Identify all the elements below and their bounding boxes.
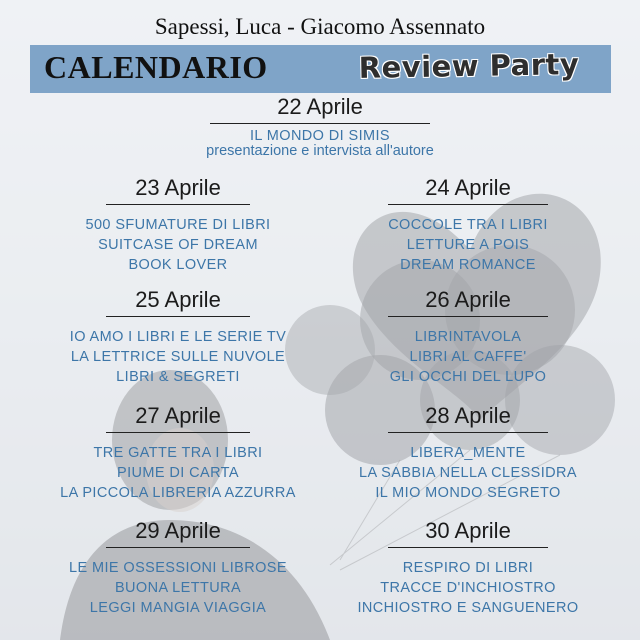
- blog-list: [322, 327, 614, 387]
- date-block-25: [28, 287, 328, 387]
- blog-list: [322, 443, 614, 503]
- blog-list: [322, 558, 614, 618]
- calendario-heading: CALENDARIO: [44, 49, 268, 85]
- date-heading: 26 Aprile: [388, 287, 548, 317]
- blog-entry: 500 SFUMATURE DI LIBRI: [85, 217, 271, 233]
- blog-entry: presentazione e intervista all'autore: [206, 143, 434, 159]
- date-heading: 23 Aprile: [106, 175, 250, 205]
- blog-list: [28, 215, 328, 275]
- date-block-24: [322, 175, 614, 275]
- blog-entry: LA SABBIA NELLA CLESSIDRA: [359, 465, 577, 481]
- blog-entry: INCHIOSTRO E SANGUENERO: [357, 600, 579, 616]
- blog-entry: GLI OCCHI DEL LUPO: [389, 369, 547, 385]
- date-block-29: [28, 518, 328, 618]
- blog-entry: RESPIRO DI LIBRI: [402, 560, 534, 576]
- blog-entry: IL MIO MONDO SEGRETO: [375, 485, 561, 501]
- date-heading: 25 Aprile: [106, 287, 250, 317]
- date-block-27: [28, 403, 328, 503]
- blog-entry: BUONA LETTURA: [114, 580, 242, 596]
- blog-entry: LIBERA_MENTE: [410, 445, 526, 461]
- blog-entry: SUITCASE OF DREAM: [98, 237, 258, 253]
- blog-entry: TRACCE D'INCHIOSTRO: [380, 580, 556, 596]
- review-party-heading: Review Party: [358, 47, 580, 85]
- date-heading: 29 Aprile: [106, 518, 250, 548]
- date-block-22: [0, 94, 640, 159]
- date-block-23: [28, 175, 328, 275]
- date-heading: 30 Aprile: [388, 518, 548, 548]
- date-heading: 24 Aprile: [388, 175, 548, 205]
- blog-list: [28, 327, 328, 387]
- blog-entry: BOOK LOVER: [128, 257, 228, 273]
- blog-entry: LIBRINTAVOLA: [414, 329, 522, 345]
- blog-entry: LE MIE OSSESSIONI LIBROSE: [69, 560, 287, 576]
- blog-entry: DREAM ROMANCE: [400, 257, 536, 273]
- blog-entry: PIUME DI CARTA: [117, 465, 239, 481]
- blog-entry: COCCOLE TRA I LIBRI: [388, 217, 548, 233]
- blog-entry: LETTURE A POIS: [406, 237, 530, 253]
- date-heading: 27 Aprile: [106, 403, 250, 433]
- date-block-28: [322, 403, 614, 503]
- blog-list: [322, 215, 614, 275]
- blog-entry: LA PICCOLA LIBRERIA AZZURRA: [60, 485, 296, 501]
- blog-entry: LEGGI MANGIA VIAGGIA: [89, 600, 267, 616]
- blog-entry: IO AMO I LIBRI E LE SERIE TV: [69, 329, 287, 345]
- blog-entry: LIBRI AL CAFFE': [409, 349, 527, 365]
- blog-entry: LA LETTRICE SULLE NUVOLE: [70, 349, 286, 365]
- blog-entry: TRE GATTE TRA I LIBRI: [93, 445, 263, 461]
- book-title-author: Sapessi, Luca - Giacomo Assennato: [154, 14, 486, 39]
- date-block-30: [322, 518, 614, 618]
- date-heading: 22 Aprile: [210, 94, 430, 124]
- blog-entry: IL MONDO DI SIMIS: [250, 128, 390, 144]
- date-block-26: [322, 287, 614, 387]
- banner: [30, 45, 611, 93]
- blog-list: [28, 443, 328, 503]
- blog-entry: LIBRI & SEGRETI: [116, 369, 240, 385]
- blog-list: [28, 558, 328, 618]
- blog-list: [0, 129, 640, 159]
- date-heading: 28 Aprile: [388, 403, 548, 433]
